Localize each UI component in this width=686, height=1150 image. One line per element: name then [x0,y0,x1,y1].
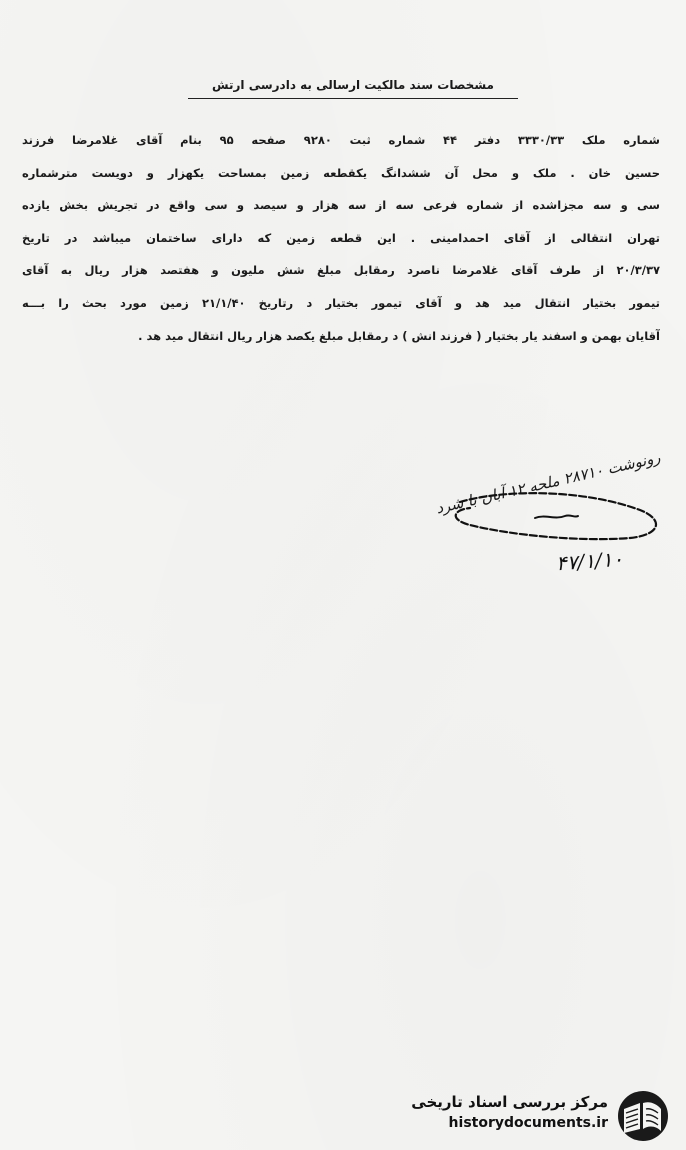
logo-text-block [398,1091,608,1133]
footer-logo [400,1087,680,1145]
signature-icon [440,480,670,580]
document-title: مشخصات سند مالکیت ارسالی به دادرسی ارتش [188,78,518,99]
body-line-5: ۲۰/۳/۳۷ از طرف آقای غلامرضا ناصرد رمقابل مبلغ شش ملیون و هفتصد هزار ریال به آقای [22,263,660,278]
body-line-2: حسین خان . ملک و محل آن ششدانگ یکقطعه زمین بمساحت یکهزار و دویست مترشماره [22,165,660,180]
body-line-6: تیمور بختیار انتقال مید هد و آقای تیمور بختیار د رتاریخ ۲۱/۱/۴۰ زمین مورد بحث را بـــه [22,295,660,310]
body-line-1: شماره ملک ۳۳۳۰/۳۳ دفتر ۴۴ شماره ثبت ۹۲۸۰ صفحه ۹۵ بنام آقای غلامرضا فرزند [22,133,660,147]
book-logo-icon [616,1089,670,1143]
handwritten-note: رونوشت ۲۸۷۱۰ ملحه ۱۲ آبان با شرد [434,448,663,518]
body-line-3: سی و سه مجزاشده از شماره فرعی سه از سه هزار و سیصد و سی واقع در تجریش بخش یازده [22,198,660,213]
signature-number: ۴۷/۱/۱۰ [555,546,624,576]
body-line-4: تهران انتقالی از آقای احمدامینی . این قطعه زمین که دارای ساختمان میباشد در تاریخ [22,230,660,245]
org-name: مرکز بررسی اسناد تاریخی [411,1093,608,1111]
website-label: historydocuments.ir [448,1115,608,1131]
body-line-7: آقایان بهمن و اسفند یار بختیار ( فرزند انش ) د رمقابل مبلغ یکصد هزار ریال انتقال مید هد . [138,328,660,343]
document-body [22,124,660,352]
